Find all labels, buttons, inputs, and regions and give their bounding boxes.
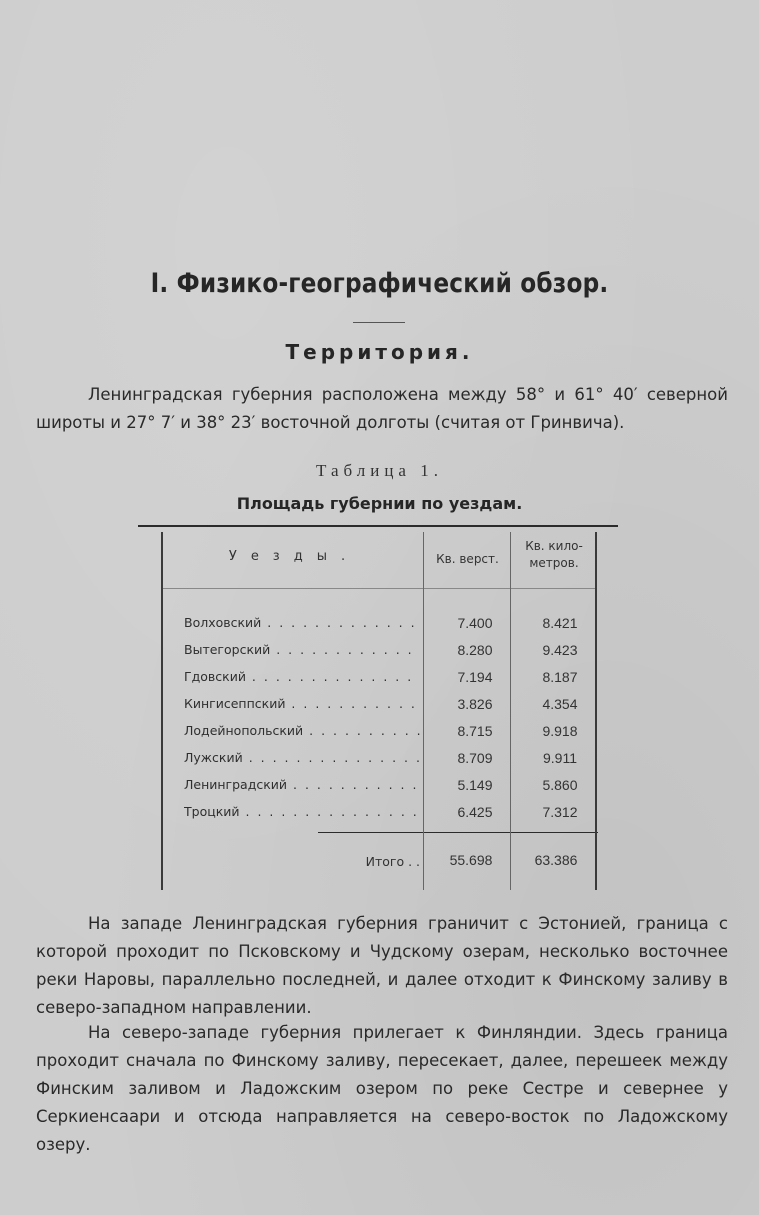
paragraph-northwest-border: На северо-западе губерния прилегает к Финляндии. Здесь граница проходит сначала по Финскому заливу, пересекает, далее, перешеек между Финским заливом и Ладожским озером по реке Сестре и севернее у Серкиенсаари и отсюда направляется на северо-восток по Ладожскому озеру. (36, 1023, 728, 1154)
row-name: Вытегорский . . . (184, 642, 420, 657)
row-verst: 8.280 (457, 642, 493, 658)
row-verst: 7.400 (457, 615, 493, 631)
table-left-border (161, 532, 163, 890)
row-name: Лужский . . . (184, 750, 420, 765)
table-top-rule (138, 525, 618, 527)
row-km: 8.187 (542, 669, 578, 685)
header-verst: Кв. верст. (436, 552, 499, 566)
total-km: 63.386 (534, 852, 578, 868)
row-km: 9.911 (543, 750, 577, 766)
title-divider (353, 322, 405, 323)
header-bottom-rule (163, 588, 597, 589)
row-name: Ленинградский . . . (184, 777, 420, 792)
row-km: 9.918 (542, 723, 578, 739)
intro-paragraph: Ленинградская губерния расположена между 58° и 61° 40′ северной широты и 27° 7′ и 38° 23′ восточной долготы (считая от Гринвича). (36, 385, 728, 432)
row-name: Гдовский . . . (184, 669, 420, 684)
row-verst: 3.826 (457, 696, 493, 712)
header-uezd: Уезды. (228, 549, 360, 564)
row-name: Кингисеппский . . . (184, 696, 420, 711)
row-verst: 7.194 (457, 669, 493, 685)
row-verst: 5.149 (457, 777, 493, 793)
section-heading: Территория. (285, 340, 474, 364)
total-rule (318, 832, 598, 833)
row-km: 7.312 (542, 804, 578, 820)
row-verst: 8.709 (457, 750, 493, 766)
total-verst: 55.698 (449, 852, 493, 868)
table-title: Площадь губернии по уездам. (236, 494, 523, 513)
row-verst: 6.425 (457, 804, 493, 820)
row-km: 4.354 (542, 696, 578, 712)
chapter-title: I. Физико-географический обзор. (150, 268, 609, 299)
row-km: 9.423 (542, 642, 578, 658)
total-label: Итого . . (365, 854, 420, 869)
row-km: 5.860 (542, 777, 578, 793)
row-name: Троцкий . . . (184, 804, 420, 819)
table-label: Таблица 1. (316, 461, 443, 480)
paragraph-west-border: На западе Ленинградская губерния граничит с Эстонией, граница с которой проходит по Псковскому и Чудскому озерам, несколько восточнее реки Наровы, параллельно последней, и далее отходит к Финскому заливу в северо-западном направлении. (36, 914, 728, 1017)
row-verst: 8.715 (457, 723, 493, 739)
row-name: Лодейнопольский . . . (184, 723, 420, 738)
row-name: Волховский . . . (184, 615, 420, 630)
column-divider-1 (423, 532, 424, 890)
header-km: Кв. кило-метров. (525, 539, 583, 570)
row-km: 8.421 (542, 615, 578, 631)
